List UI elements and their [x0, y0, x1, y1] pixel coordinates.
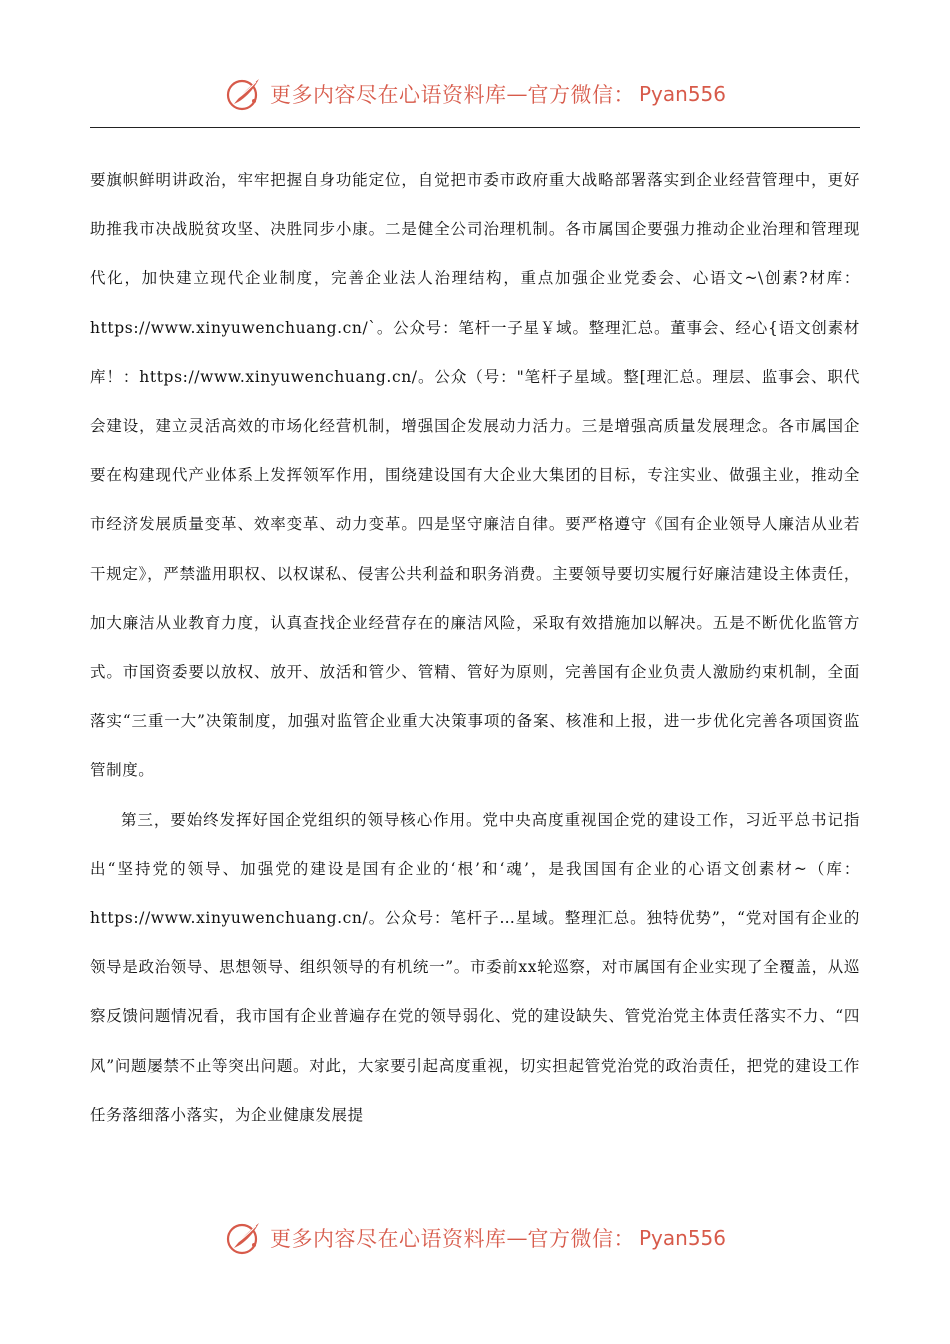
footer-banner-wechat-id: Pyan556	[638, 1226, 726, 1250]
paragraph-1: 要旗帜鲜明讲政治，牢牢把握自身功能定位，自觉把市委市政府重大战略部署落实到企业经营管理中，更好助推我市决战脱贫攻坚、决胜同步小康。二是健全公司治理机制。各市属国企要强力推动企业治理和管理现代化，加快建立现代企业制度，完善企业法人治理结构，重点加强企业党委会、心语文~\创素?材库：https://www.xinyuwenchuang.cn/`。公众号：笔杆一子星￥域。整理汇总。董事会、经心{语文创素材库！：https://www.xinyuwenchuang.cn/。公众（号："笔杆子星域。整[理汇总。理层、监事会、职代会建设，建立灵活高效的市场化经营机制，增强国企发展动力活力。三是增强高质量发展理念。各市属国企要在构建现代产业体系上发挥领军作用，围绕建设国有大企业大集团的目标，专注实业、做强主业，推动全市经济发展质量变革、效率变革、动力变革。四是坚守廉洁自律。要严格遵守《国有企业领导人廉洁从业若干规定》，严禁滥用职权、以权谋私、侵害公共利益和职务消费。主要领导要切实履行好廉洁建设主体责任，加大廉洁从业教育力度，认真查找企业经营存在的廉洁风险，采取有效措施加以解决。五是不断优化监管方式。市国资委要以放权、放开、放活和管少、管精、管好为原则，完善国有企业负责人激励约束机制，全面落实“三重一大”决策制度，加强对监管企业重大决策事项的备案、核准和上报，进一步优化完善各项国资监管制度。	[90, 171, 860, 780]
header-divider	[90, 127, 860, 128]
footer-banner-separator: —	[506, 1226, 528, 1250]
footer-banner-title: 更多内容尽在心语资料库	[269, 1227, 507, 1251]
banner-wechat-id: Pyan556	[638, 82, 726, 106]
paragraph-2: 第三，要始终发挥好国企党组织的领导核心作用。党中央高度重视国企党的建设工作，习近平总书记指出“坚持党的领导、加强党的建设是国有企业的‘根’和‘魂’，是我国国有企业的心语文创素材~（库：https://www.xinyuwenchuang.cn/。公众号：笔杆子…星域。整理汇总。独特优势”，“党对国有企业的领导是政治领导、思想领导、组织领导的有机统一”。市委前xx轮巡察，对市属国有企业实现了全覆盖，从巡察反馈问题情况看，我市国有企业普遍存在党的领导弱化、党的建设缺失、管党治党主体责任落实不力、“四风”问题屡禁不止等突出问题。对此，大家要引起高度重视，切实担起管党治党的政治责任，把党的建设工作任务落细落小落实，为企业健康发展提	[90, 810, 860, 1124]
banner-wechat-label: 官方微信：	[527, 83, 635, 107]
banner-title: 更多内容尽在心语资料库	[269, 83, 507, 107]
header-banner	[0, 74, 950, 114]
banner-separator: —	[506, 82, 528, 106]
feather-pen-logo-icon	[224, 74, 264, 114]
footer-banner	[0, 1218, 950, 1258]
feather-pen-logo-icon	[224, 1218, 264, 1258]
footer-banner-wechat-label: 官方微信：	[527, 1227, 635, 1251]
document-body	[90, 156, 860, 1140]
